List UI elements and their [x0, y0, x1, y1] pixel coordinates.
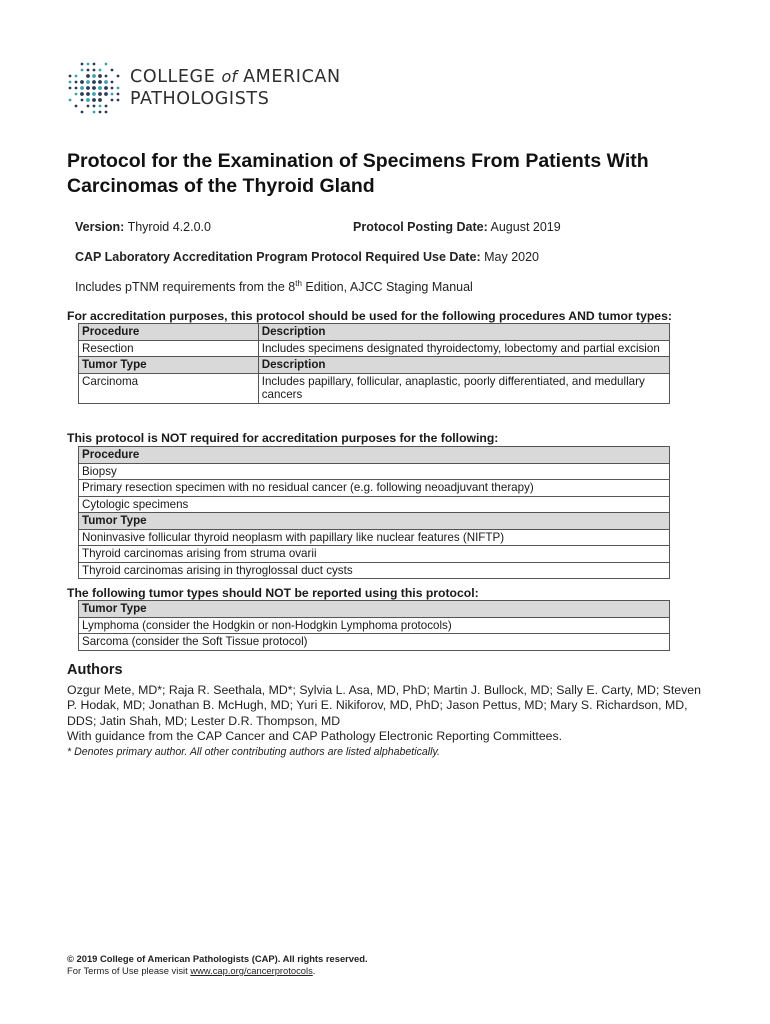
table-cell: Resection	[79, 340, 259, 357]
table-cell: Includes papillary, follicular, anaplastic, poorly differentiated, and medullary cancers	[258, 373, 669, 403]
table-cell: Sarcoma (consider the Soft Tissue protocol)	[79, 634, 670, 651]
logo-dot	[117, 87, 120, 90]
logo-dot	[92, 80, 96, 84]
logo-dot	[86, 80, 90, 84]
required-use-value: May 2020	[480, 250, 540, 264]
logo-dot	[75, 93, 78, 96]
logo-dot	[104, 80, 108, 84]
posting-date-line	[353, 219, 561, 235]
table-header-cell: Procedure	[79, 324, 259, 341]
table-row	[79, 373, 670, 403]
table-header-row	[79, 601, 670, 618]
ptnm-line	[75, 279, 473, 295]
logo-dot	[93, 111, 96, 114]
footer	[67, 953, 368, 977]
table-header-cell: Procedure	[79, 447, 670, 464]
logo-dot	[81, 63, 84, 66]
logo-dot	[105, 63, 108, 66]
authors-guidance: With guidance from the CAP Cancer and CAP Pathology Electronic Reporting Committees.	[67, 728, 563, 743]
table-header-row	[79, 324, 670, 341]
logo-dot	[80, 86, 84, 90]
logo-dot	[105, 111, 108, 114]
version-line	[75, 219, 211, 235]
logo-dot	[86, 98, 90, 102]
table-cell: Primary resection specimen with no residual cancer (e.g. following neoadjuvant therapy)	[79, 480, 670, 497]
table-row	[79, 546, 670, 563]
logo-dot	[92, 86, 96, 90]
table-row	[79, 480, 670, 497]
terms-line	[67, 965, 368, 977]
logo-dot	[81, 111, 84, 114]
ptnm-text-pre: Includes pTNM requirements from the 8	[75, 280, 296, 294]
table-cell: Thyroid carcinomas arising in thyroglossal duct cysts	[79, 562, 670, 579]
table-header-row	[79, 447, 670, 464]
table-row	[79, 529, 670, 546]
logo-dot	[98, 74, 102, 78]
table-row	[79, 634, 670, 651]
table-row	[79, 562, 670, 579]
table-header-cell: Description	[258, 357, 669, 374]
logo-dot	[87, 69, 90, 72]
logo-wordmark	[130, 66, 341, 110]
table-row	[79, 340, 670, 357]
table-cell: Cytologic specimens	[79, 496, 670, 513]
logo-dot	[111, 69, 114, 72]
logo-dot	[69, 81, 72, 84]
logo-dot	[92, 74, 96, 78]
logo-of: of	[221, 67, 237, 86]
logo-dot	[80, 92, 84, 96]
logo-dots-icon	[66, 60, 122, 116]
logo-dot	[98, 98, 102, 102]
posting-date-label: Protocol Posting Date:	[353, 220, 488, 234]
terms-text: For Terms of Use please visit	[67, 965, 191, 976]
logo-dot	[81, 99, 84, 102]
logo-dot	[105, 75, 108, 78]
table-row	[79, 463, 670, 480]
logo-college: COLLEGE	[130, 67, 222, 87]
logo-dot	[105, 105, 108, 108]
document-title: Protocol for the Examination of Specimens From Patients With Carcinomas of the Thyroid Gland	[67, 150, 649, 197]
not-reported-heading: The following tumor types should NOT be reported using this protocol:	[67, 586, 479, 600]
logo-american: AMERICAN	[236, 67, 341, 87]
posting-date-value: August 2019	[487, 220, 561, 234]
authors-block	[67, 683, 707, 760]
cap-logo	[66, 60, 366, 116]
logo-dot	[93, 105, 96, 108]
accreditation-heading: For accreditation purposes, this protocol should be used for the following procedures AND tumor types:	[67, 309, 672, 323]
logo-dot	[111, 81, 114, 84]
logo-dot	[111, 87, 114, 90]
logo-dot	[104, 86, 108, 90]
logo-dot	[69, 87, 72, 90]
version-label: Version:	[75, 220, 125, 234]
logo-dot	[92, 98, 96, 102]
table-cell: Includes specimens designated thyroidectomy, lobectomy and partial excision	[258, 340, 669, 357]
logo-dot	[80, 80, 84, 84]
table-header-row	[79, 357, 670, 374]
logo-dot	[87, 105, 90, 108]
not-required-table	[78, 446, 670, 579]
table-cell: Carcinoma	[79, 373, 259, 403]
logo-dot	[98, 86, 102, 90]
logo-dot	[104, 92, 108, 96]
logo-dot	[75, 81, 78, 84]
table-header-cell: Description	[258, 324, 669, 341]
ptnm-text-post: Edition, AJCC Staging Manual	[301, 280, 473, 294]
logo-pathologists: PATHOLOGISTS	[130, 89, 270, 109]
logo-dot	[69, 99, 72, 102]
logo-dot	[86, 86, 90, 90]
table-row	[79, 496, 670, 513]
terms-period: .	[312, 965, 316, 976]
not-reported-table	[78, 600, 670, 651]
terms-link[interactable]: www.cap.org/cancerprotocols	[190, 965, 313, 976]
logo-dot	[75, 87, 78, 90]
logo-dot	[69, 75, 72, 78]
authors-names: Ozgur Mete, MD*; Raja R. Seethala, MD*; Sylvia L. Asa, MD, PhD; Martin J. Bullock, MD; Sally E. Carty, MD; Steven P. Hodak, MD; Jonathan B. McHugh, MD; Yuri E. Nikiforov, MD, PhD; Jason Pettus, MD; Mary S. Richardson, MD, DDS; Jatin Shah, MD; Lester D.R. Thompson, MD	[67, 683, 701, 728]
authors-note: * Denotes primary author. All other contributing authors are listed alphabetically.	[67, 746, 440, 759]
logo-dot	[81, 69, 84, 72]
ptnm-superscript: th	[295, 279, 302, 288]
logo-dot	[86, 92, 90, 96]
logo-dot	[86, 74, 90, 78]
logo-dot	[99, 105, 102, 108]
table-header-row	[79, 513, 670, 530]
version-value: Thyroid 4.2.0.0	[124, 220, 211, 234]
logo-dot	[99, 69, 102, 72]
logo-dot	[75, 105, 78, 108]
logo-dot	[92, 92, 96, 96]
authors-heading: Authors	[67, 662, 123, 678]
table-header-cell: Tumor Type	[79, 513, 670, 530]
table-cell: Thyroid carcinomas arising from struma ovarii	[79, 546, 670, 563]
required-use-label: CAP Laboratory Accreditation Program Protocol Required Use Date:	[75, 250, 481, 264]
table-row	[79, 617, 670, 634]
logo-dot	[99, 111, 102, 114]
copyright-text: © 2019 College of American Pathologists (CAP). All rights reserved.	[67, 953, 368, 964]
logo-dot	[98, 92, 102, 96]
table-cell: Noninvasive follicular thyroid neoplasm with papillary like nuclear features (NIFTP)	[79, 529, 670, 546]
accreditation-table	[78, 323, 670, 404]
logo-dot	[98, 80, 102, 84]
logo-dot	[117, 75, 120, 78]
table-cell: Biopsy	[79, 463, 670, 480]
logo-dot	[93, 69, 96, 72]
not-required-heading: This protocol is NOT required for accreditation purposes for the following:	[67, 431, 499, 445]
table-header-cell: Tumor Type	[79, 357, 259, 374]
logo-dot	[111, 99, 114, 102]
required-use-line	[75, 249, 539, 265]
logo-dot	[93, 63, 96, 66]
logo-dot	[117, 99, 120, 102]
table-header-cell: Tumor Type	[79, 601, 670, 618]
logo-dot	[75, 75, 78, 78]
logo-dot	[117, 93, 120, 96]
table-cell: Lymphoma (consider the Hodgkin or non-Hodgkin Lymphoma protocols)	[79, 617, 670, 634]
logo-dot	[111, 93, 114, 96]
logo-dot	[87, 63, 90, 66]
